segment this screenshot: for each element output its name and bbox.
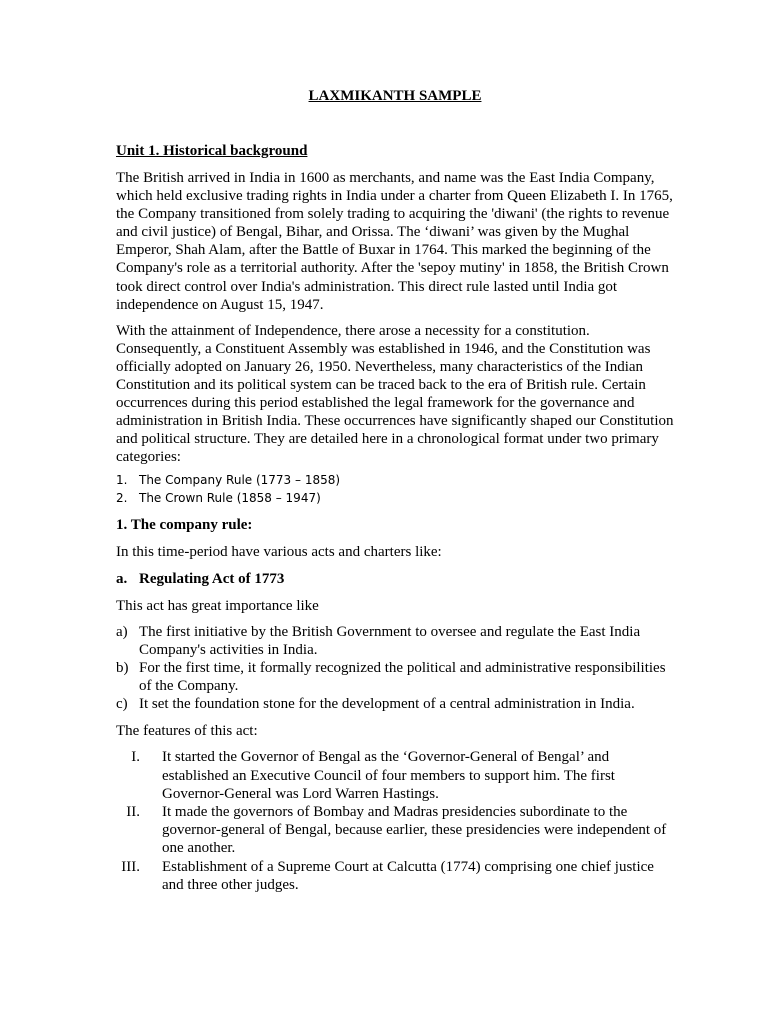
list-number: b) — [116, 659, 129, 676]
subsection-heading — [116, 570, 674, 588]
list-number: a. — [116, 570, 128, 587]
list-item-text: It started the Governor of Bengal as the ‘Governor-General of Bengal’ and established an Executive Council of four members to support him. The first Governor-General was Lord Warren Hastings. — [162, 749, 615, 802]
list-number: 1. — [116, 472, 128, 487]
document-body — [116, 87, 674, 894]
document-title: LAXMIKANTH SAMPLE — [308, 88, 482, 104]
paragraph: With the attainment of Independence, there arose a necessity for a constitution. Consequently, a Constituent Assembly was established in 1946, and the Constitution was officially adopted on January 26, 1950. Nevertheless, many characteristics of the Indian Constitution and its political system can be traced back to the era of British rule. Certain occurrences during this period established the legal framework for the governance and administration in British India. These occurrences have significantly shaped our Constitution and political structure. They are detailed here in a chronological format under two primary categories: — [116, 322, 674, 466]
category-text: The Crown Rule (1858 – 1947) — [139, 490, 321, 505]
paragraph: The features of this act: — [116, 723, 258, 740]
paragraph: In this time-period have various acts and charters like: — [116, 543, 442, 560]
category-item — [116, 471, 674, 489]
list-item — [116, 748, 674, 803]
list-number: II. — [126, 803, 140, 820]
section-heading: 1. The company rule: — [116, 516, 253, 533]
list-item-text: For the first time, it formally recognized the political and administrative responsibilities of the Company. — [139, 659, 666, 695]
list-item-text: It made the governors of Bombay and Madras presidencies subordinate to the governor-general of Bengal, because earlier, these presidencies were independent of one another. — [162, 803, 667, 857]
features-list — [116, 748, 674, 894]
list-item — [116, 695, 674, 713]
category-list — [116, 471, 674, 507]
list-number: 2. — [116, 490, 128, 505]
list-item — [116, 659, 674, 695]
unit-heading: Unit 1. Historical background — [116, 143, 308, 159]
list-item-text: The first initiative by the British Government to oversee and regulate the East India Company's activities in India. — [139, 623, 641, 658]
category-text: The Company Rule (1773 – 1858) — [139, 472, 341, 487]
paragraph: This act has great importance like — [116, 597, 319, 614]
list-number: III. — [121, 858, 140, 875]
list-item — [116, 803, 674, 858]
list-number: c) — [116, 696, 128, 713]
list-number: a) — [116, 623, 128, 640]
importance-list — [116, 623, 674, 713]
list-item-text: It set the foundation stone for the development of a central administration in India. — [139, 696, 635, 713]
subsection-title: Regulating Act of 1773 — [139, 570, 285, 587]
list-item — [116, 623, 674, 659]
paragraph: The British arrived in India in 1600 as merchants, and name was the East India Company, which held exclusive trading rights in India under a charter from Queen Elizabeth I. In 1765, the Company transitioned from solely trading to acquiring the 'diwani' (the rights to revenue and civil justice) of Bengal, Bihar, and Orissa. The ‘diwani’ was given by the Mughal Emperor, Shah Alam, after the Battle of Buxar in 1764. This marked the beginning of the Company's role as a territorial authority. After the 'sepoy mutiny' in 1858, the British Crown took direct control over India's administration. This direct rule lasted until India got independence on August 15, 1947. — [116, 170, 673, 313]
list-item-text: Establishment of a Supreme Court at Calcutta (1774) comprising one chief justice and three other judges. — [162, 858, 654, 893]
category-item — [116, 489, 674, 507]
list-item — [116, 858, 674, 894]
list-number: I. — [131, 749, 140, 766]
